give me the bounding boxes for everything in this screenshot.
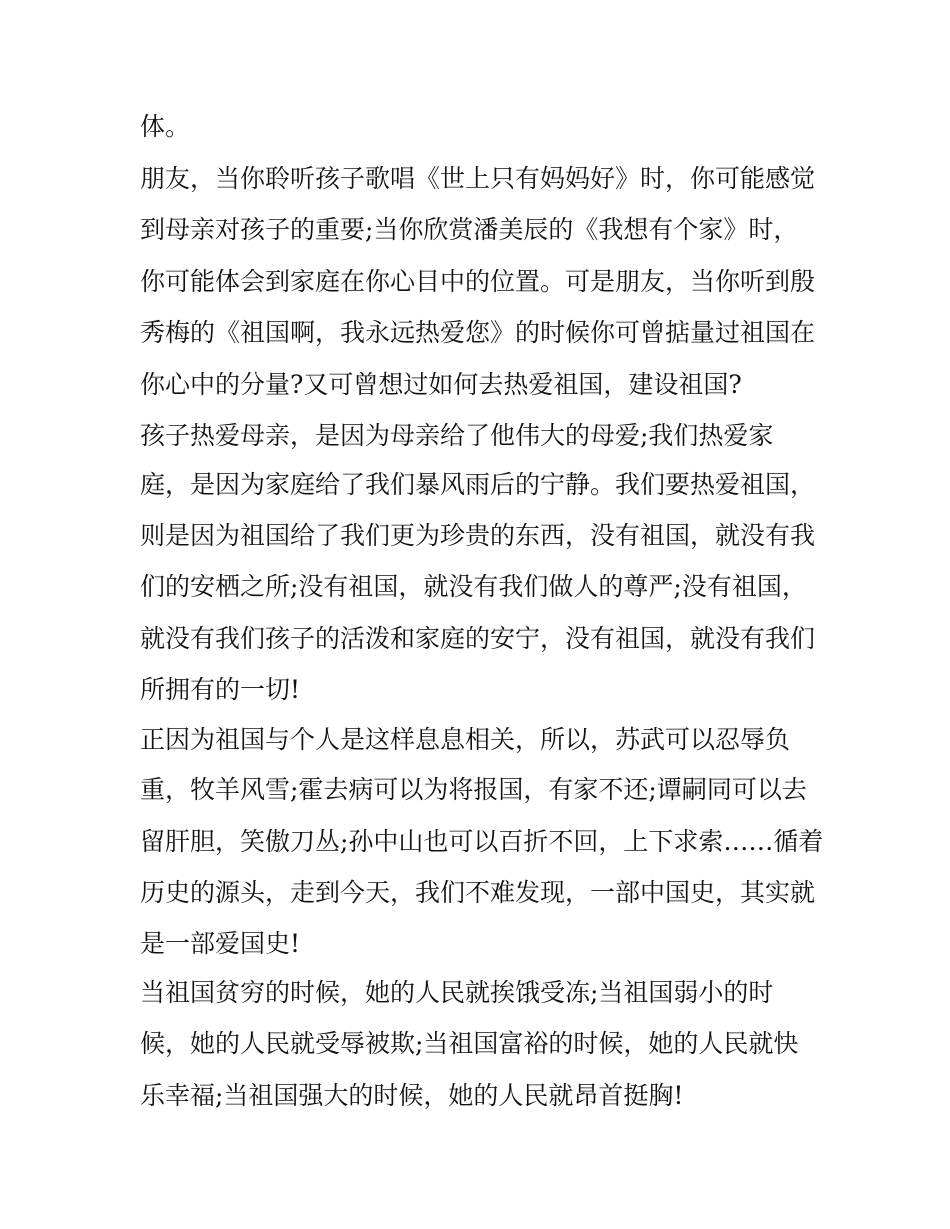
text-line: 重，牧羊风雪;霍去病可以为将报国，有家不还;谭嗣同可以去	[140, 775, 807, 804]
text-line: 朋友，当你聆听孩子歌唱《世上只有妈妈好》时，你可能感觉	[140, 164, 816, 193]
text-line: 正因为祖国与个人是这样息息相关，所以，苏武可以忍辱负	[140, 725, 791, 754]
text-line: 历史的源头，走到今天，我们不难发现，一部中国史，其实就	[140, 878, 816, 907]
text-line: 乐幸福;当祖国强大的时候，她的人民就昂首挺胸!	[140, 1081, 684, 1110]
text-line: 到母亲对孩子的重要;当你欣赏潘美辰的《我想有个家》时，	[140, 215, 799, 244]
text-line: 秀梅的《祖国啊，我永远热爱您》的时候你可曾掂量过祖国在	[140, 318, 816, 347]
text-line: 所拥有的一切!	[140, 675, 301, 704]
text-line: 就没有我们孩子的活泼和家庭的安宁，没有祖国，就没有我们	[140, 624, 816, 653]
text-line: 留肝胆，笑傲刀丛;孙中山也可以百折不回，上下求索……循着	[140, 827, 824, 856]
text-line: 你可能体会到家庭在你心目中的位置。可是朋友，当你听到殷	[140, 267, 816, 296]
text-line: 是一部爱国史!	[140, 929, 301, 958]
text-line: 当祖国贫穷的时候，她的人民就挨饿受冻;当祖国弱小的时	[140, 978, 774, 1007]
text-line: 孩子热爱母亲，是因为母亲给了他伟大的母爱;我们热爱家	[140, 421, 774, 450]
text-line: 庭，是因为家庭给了我们暴风雨后的宁静。我们要热爱祖国，	[140, 470, 816, 499]
text-line: 候，她的人民就受辱被欺;当祖国富裕的时候，她的人民就快	[140, 1029, 799, 1058]
text-line: 们的安栖之所;没有祖国，就没有我们做人的尊严;没有祖国，	[140, 572, 807, 601]
text-line: 体。	[140, 112, 191, 141]
text-line: 则是因为祖国给了我们更为珍贵的东西，没有祖国，就没有我	[140, 521, 816, 550]
text-line: 你心中的分量?又可曾想过如何去热爱祖国，建设祖国?	[140, 370, 742, 399]
